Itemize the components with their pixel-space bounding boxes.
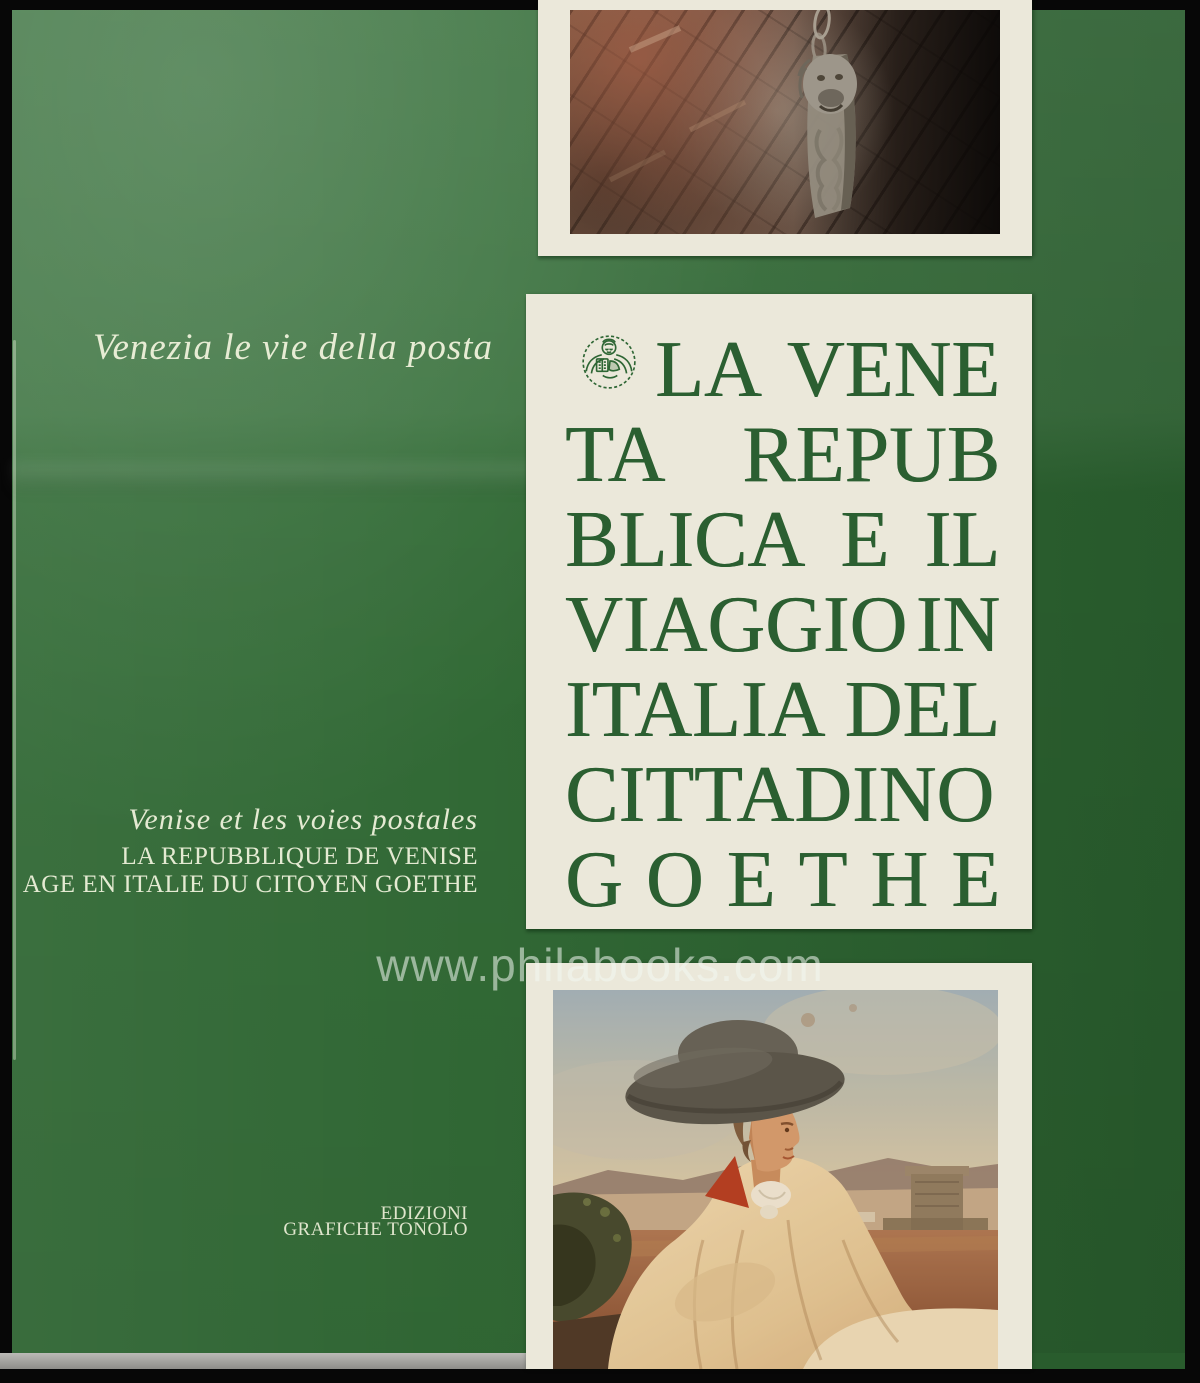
publisher-line: EDIZIONI [380,1203,468,1224]
title-word: E [951,836,1000,924]
cover-bottom-edge [1032,1353,1185,1369]
title-word: E [840,496,890,584]
title-line [565,413,1000,498]
book-title [565,328,1000,923]
title-word: IL [924,496,1000,584]
publisher-line: GRAFICHE TONOLO [283,1219,468,1240]
french-subtitle-block [0,803,478,899]
spine-highlight [13,340,16,1060]
title-word: H [870,836,929,924]
title-line [565,328,1000,413]
title-line [565,668,1000,753]
french-series-title: Venise et les voies postales [128,803,478,836]
title-word: T [798,836,848,924]
title-word: VENE [786,326,1000,414]
title-word: TA [565,411,666,499]
light-reflection [12,462,542,492]
stone-lion-head-on-brick-wall-photo [570,10,1000,234]
title-word: VIAGGIO [565,581,908,669]
title-word: O [645,836,704,924]
goethe-in-the-roman-campagna-painting [553,990,998,1369]
title-word: CITTADINO [565,751,995,839]
title-line [565,498,1000,583]
title-line [565,583,1000,668]
title-word: E [726,836,776,924]
publisher-imprint [180,1203,468,1240]
top-photo-panel [538,0,1032,256]
title-word: DEL [844,666,1000,754]
series-title: Venezia le vie della posta [92,327,493,368]
philabooks-watermark: www.philabooks.com [376,939,824,991]
bottom-photo-panel [526,963,1032,1369]
title-word: ITALIA [565,666,826,754]
french-title-line: AGE EN ITALIE DU CITOYEN GOETHE [22,871,478,898]
title-word: IN [915,581,1000,669]
title-word: BLICA [565,496,805,584]
title-word: REPUB [742,411,1000,499]
french-title-line: LA REPUBBLIQUE DE VENISE [121,843,478,870]
title-word: G [565,836,623,924]
stone-lion-carving-illustration [570,10,1000,234]
title-line [565,753,1000,838]
title-line [565,838,1000,923]
goethe-painting-illustration [553,990,998,1369]
title-panel [526,294,1032,929]
title-word: LA [655,326,762,414]
